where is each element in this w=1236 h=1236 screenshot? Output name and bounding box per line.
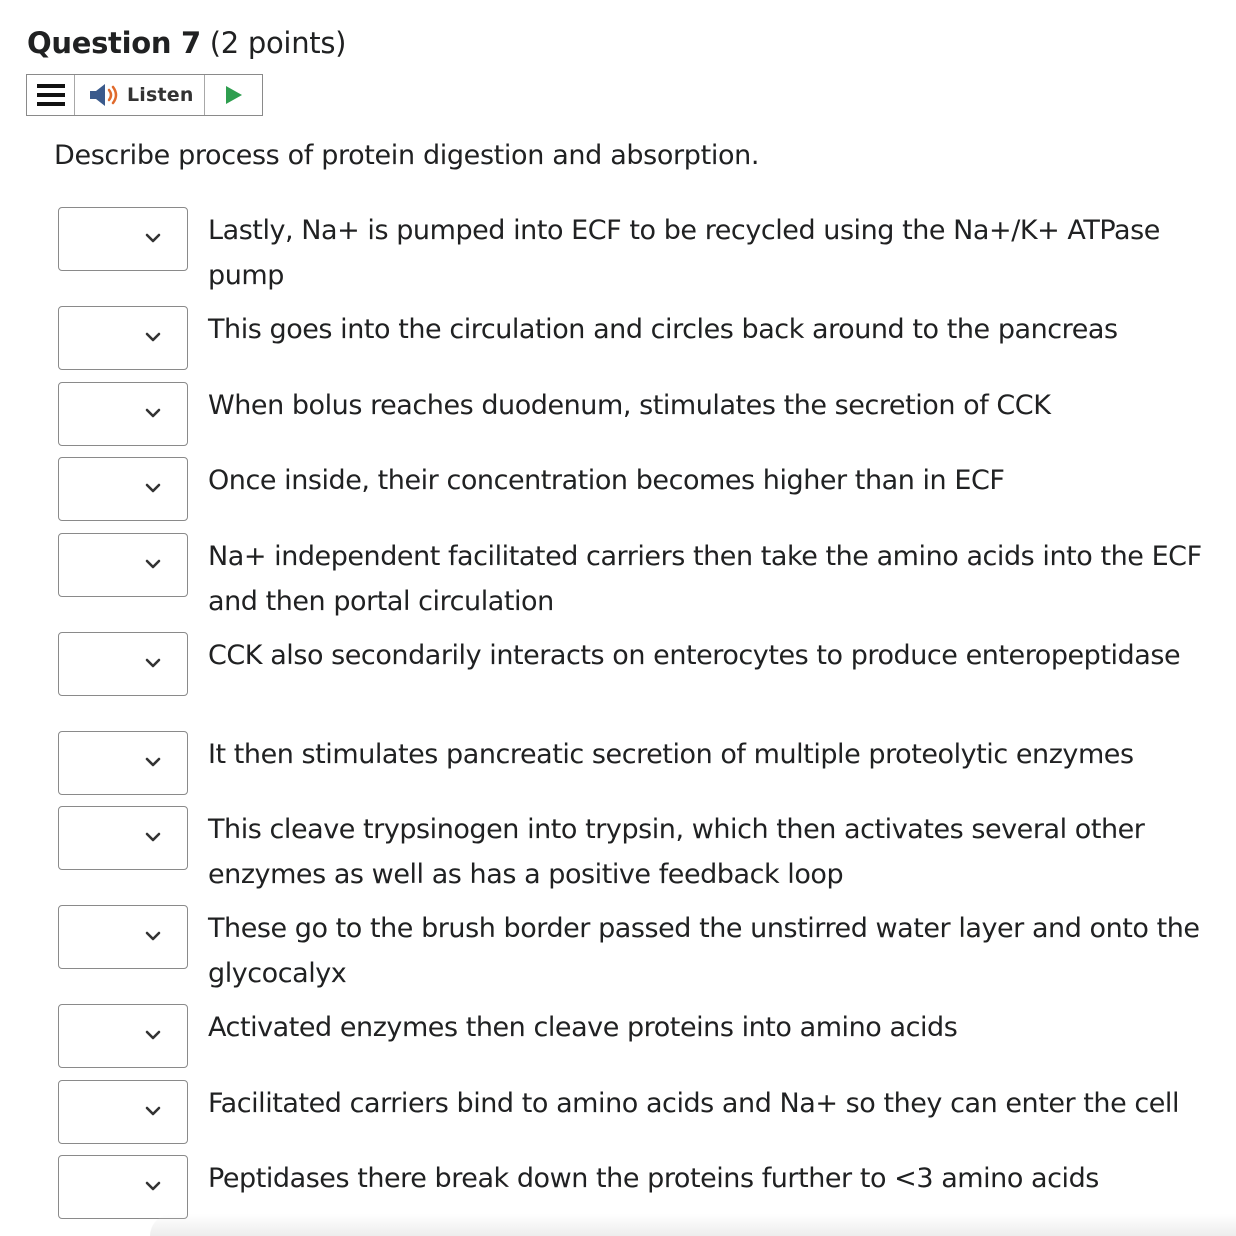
- chevron-down-icon: [145, 482, 161, 494]
- item-text: Lastly, Na+ is pumped into ECF to be recycled using the Na+/K+ ATPase pump: [208, 215, 1160, 291]
- order-select[interactable]: [58, 457, 188, 521]
- order-select[interactable]: [58, 207, 188, 271]
- chevron-down-icon: [145, 407, 161, 419]
- order-select[interactable]: [58, 905, 188, 969]
- order-select[interactable]: [58, 731, 188, 795]
- item-text: This goes into the circulation and circles back around to the pancreas: [208, 314, 1118, 345]
- chevron-down-icon: [145, 558, 161, 570]
- chevron-down-icon: [145, 1105, 161, 1117]
- item-text: These go to the brush border passed the unstirred water layer and onto the glycocalyx: [208, 913, 1200, 989]
- order-select[interactable]: [58, 806, 188, 870]
- question-points: (2 points): [209, 26, 347, 60]
- item-text: CCK also secondarily interacts on enterocytes to produce enteropeptidase: [208, 640, 1181, 671]
- item-text: Na+ independent facilitated carriers then take the amino acids into the ECF and then portal circulation: [208, 541, 1202, 617]
- order-select[interactable]: [58, 632, 188, 696]
- item-text: This cleave trypsinogen into trypsin, which then activates several other enzymes as well as has a positive feedback loop: [208, 814, 1145, 890]
- item-text: Once inside, their concentration becomes higher than in ECF: [208, 465, 1005, 496]
- item-text: Peptidases there break down the proteins further to <3 amino acids: [208, 1163, 1099, 1194]
- item-text: It then stimulates pancreatic secretion of multiple proteolytic enzymes: [208, 739, 1134, 770]
- order-select[interactable]: [58, 533, 188, 597]
- chevron-down-icon: [145, 831, 161, 843]
- chevron-down-icon: [145, 1180, 161, 1192]
- order-select[interactable]: [58, 1080, 188, 1144]
- order-select[interactable]: [58, 1004, 188, 1068]
- order-select[interactable]: [58, 382, 188, 446]
- chevron-down-icon: [145, 756, 161, 768]
- chevron-down-icon: [145, 930, 161, 942]
- item-text: Facilitated carriers bind to amino acids and Na+ so they can enter the cell: [208, 1088, 1180, 1119]
- chevron-down-icon: [145, 1029, 161, 1041]
- chevron-down-icon: [145, 657, 161, 669]
- item-text: When bolus reaches duodenum, stimulates the secretion of CCK: [208, 390, 1051, 421]
- bottom-scroll-shadow: [150, 1214, 1236, 1236]
- chevron-down-icon: [145, 331, 161, 343]
- order-select[interactable]: [58, 306, 188, 370]
- item-text: Activated enzymes then cleave proteins into amino acids: [208, 1012, 958, 1043]
- readspeaker-listen-label: Listen: [127, 84, 194, 106]
- question-title: Question 7: [27, 26, 201, 60]
- chevron-down-icon: [145, 232, 161, 244]
- question-prompt: Describe process of protein digestion and absorption.: [54, 140, 760, 171]
- order-select[interactable]: [58, 1155, 188, 1219]
